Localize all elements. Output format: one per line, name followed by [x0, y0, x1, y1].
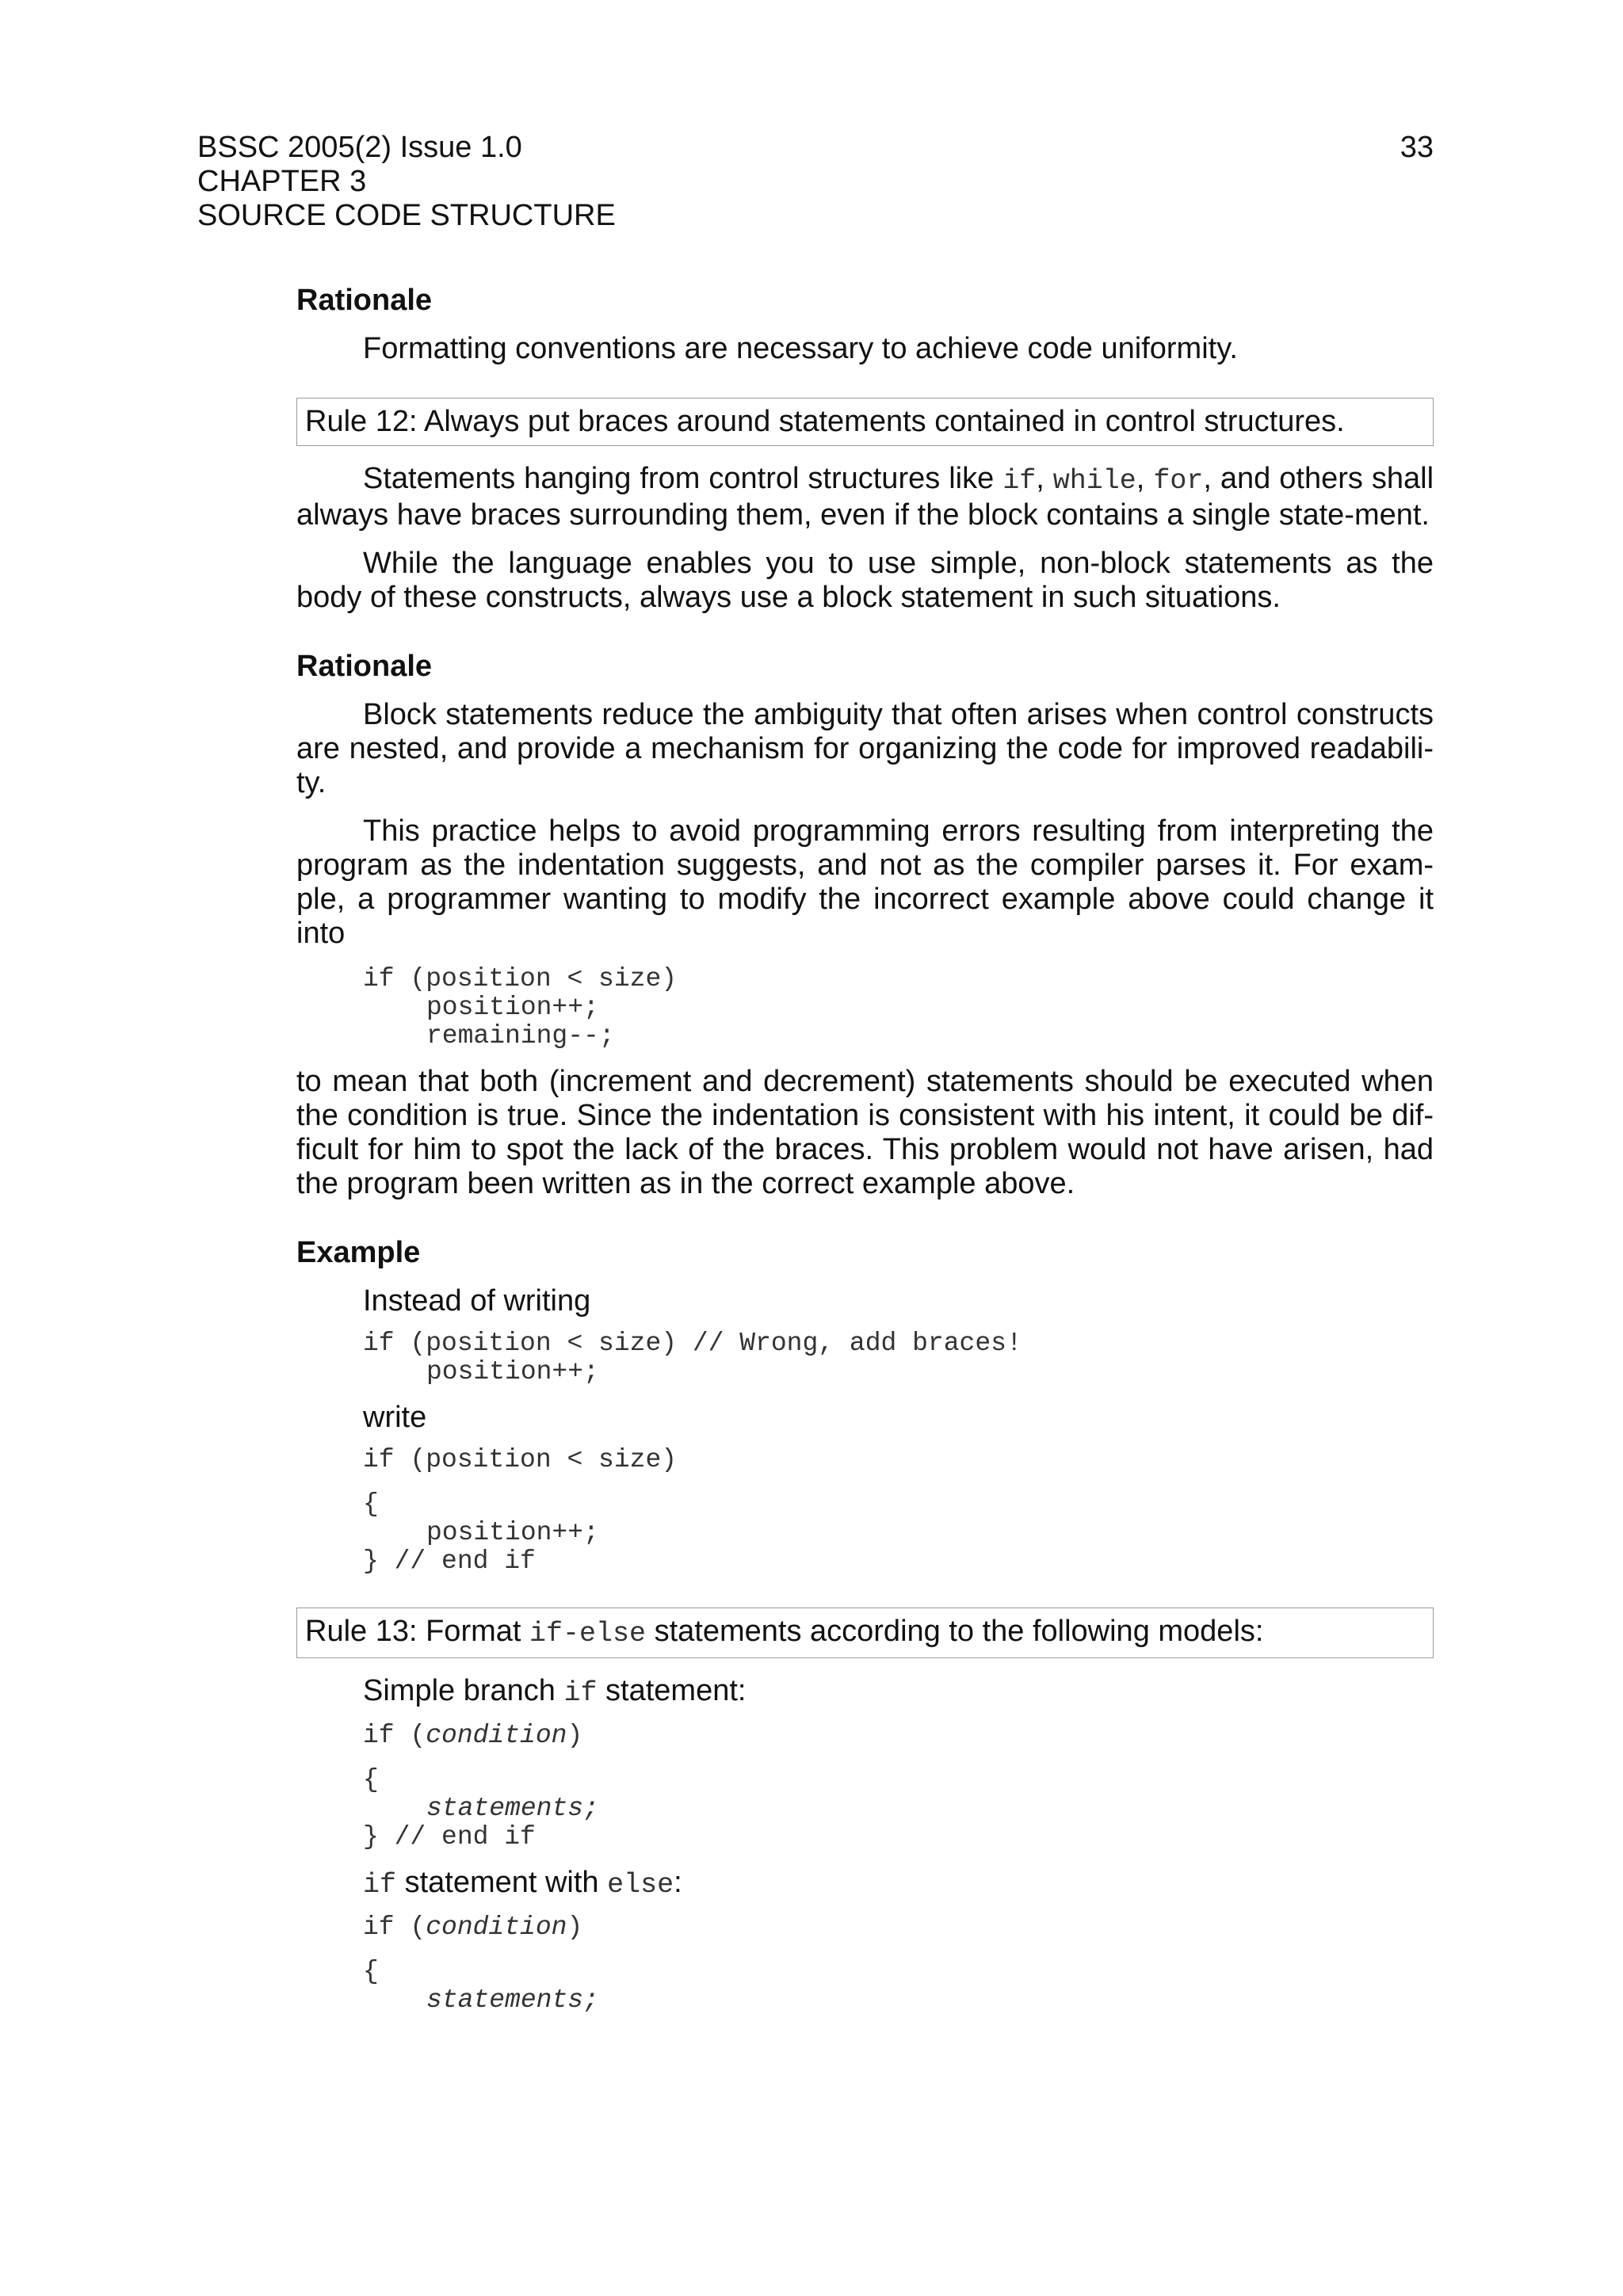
code-if-else: if-else — [529, 1618, 647, 1650]
if-else-lead-text: statement with — [396, 1866, 608, 1899]
code-if: if — [1002, 465, 1037, 497]
code-line: statements; — [426, 1794, 599, 1823]
code-line: } // end if — [363, 1822, 536, 1852]
code-if-inline: if — [363, 1869, 397, 1901]
rule-12-text: Rule 12: Always put braces around statements contained in control structures. — [305, 405, 1345, 438]
simple-lead-text: Simple branch — [363, 1674, 564, 1707]
p1-sep-1: , — [1036, 462, 1053, 495]
code-token: if ( — [363, 1721, 426, 1750]
code-line: if (position < size) // Wrong, add braces! — [363, 1329, 1022, 1358]
code-token: ) — [567, 1721, 583, 1750]
rationale-heading-2: Rationale — [296, 650, 433, 683]
p1-text-a: Statements hanging from control structures like — [363, 462, 1003, 495]
code-block-simple-if — [363, 1722, 1434, 1852]
code-block-wrong — [363, 1329, 1434, 1386]
header-chapter: CHAPTER 3 — [197, 165, 367, 198]
code-line: { — [363, 1489, 379, 1519]
header-doc-id: BSSC 2005(2) Issue 1.0 — [197, 131, 522, 164]
code-line: } // end if — [363, 1547, 536, 1576]
rule-13-box — [296, 1608, 1434, 1658]
code-line: { — [363, 1765, 379, 1794]
code-line: position++; — [426, 1518, 599, 1547]
code-line — [363, 1722, 1434, 1750]
rule-13-prefix: Rule 13: Format — [305, 1615, 529, 1648]
rationale-text-1: Formatting conventions are necessary to achieve code uniformity. — [363, 332, 1238, 365]
example-heading: Example — [296, 1236, 421, 1269]
code-block-incorrect-modification — [363, 965, 1434, 1051]
code-for: for — [1153, 465, 1204, 497]
code-line: remaining--; — [426, 1021, 615, 1051]
rationale-paragraph-3: to mean that both (increment and decrement) statements should be executed when the condition is true. Since the indentation is consistent with his intent, it could be dif-ficult for him to spot the lack of the braces. This problem would not have arisen, had the program been written as in the correct example above. — [296, 1065, 1434, 1200]
code-line: { — [363, 1957, 379, 1986]
code-line: position++; — [426, 1357, 599, 1386]
code-token: if ( — [363, 1913, 426, 1942]
example-lead-write: write — [363, 1401, 427, 1434]
code-line: position++; — [426, 993, 599, 1022]
rationale-heading-1: Rationale — [296, 284, 433, 317]
rationale-paragraph-1: Block statements reduce the ambiguity that often arises when control constructs are nested, and provide a mechanism for organizing the code for improved readabili-ty. — [296, 698, 1434, 799]
code-token-italic: condition — [426, 1913, 567, 1942]
body-content — [296, 284, 1434, 2029]
rationale-paragraph-2: This practice helps to avoid programming errors resulting from interpreting the program as the indentation suggests, and not as the compiler parses it. For exam-ple, a programmer wanting to modify the incorrect example above could change it into — [296, 814, 1434, 950]
code-token: ) — [567, 1913, 583, 1942]
code-line: if (position < size) — [363, 1445, 678, 1474]
code-else-inline: else — [607, 1869, 674, 1901]
code-token-italic: condition — [426, 1721, 567, 1750]
paragraph-block-statement: While the language enables you to use simple, non-block statements as the body of these constructs, always use a block statement in such situations. — [296, 547, 1434, 614]
code-block-correct — [363, 1446, 1434, 1576]
p1-text-b: , and others shall always have braces surrounding them, even if the block contains a single state-ment. — [296, 462, 1434, 532]
if-else-lead-suffix: : — [674, 1866, 682, 1899]
running-header — [197, 131, 1434, 233]
if-else-lead — [363, 1866, 1434, 1902]
code-line: if (position < size) — [363, 964, 678, 994]
header-chapter-title: SOURCE CODE STRUCTURE — [197, 199, 616, 232]
simple-lead-suffix: statement: — [597, 1674, 747, 1707]
page-number: 33 — [1400, 131, 1434, 164]
code-while: while — [1052, 465, 1136, 497]
p1-sep-2: , — [1136, 462, 1154, 495]
code-line — [363, 1913, 1434, 1942]
paragraph-braces — [296, 462, 1434, 532]
code-if-inline: if — [563, 1677, 598, 1709]
rule-13-suffix: statements according to the following models: — [646, 1615, 1264, 1648]
simple-branch-lead — [363, 1674, 1434, 1711]
code-block-if-else — [363, 1913, 1434, 2015]
example-lead-instead: Instead of writing — [363, 1284, 591, 1318]
code-line: statements; — [426, 1985, 599, 2015]
rule-12-box — [296, 398, 1434, 446]
